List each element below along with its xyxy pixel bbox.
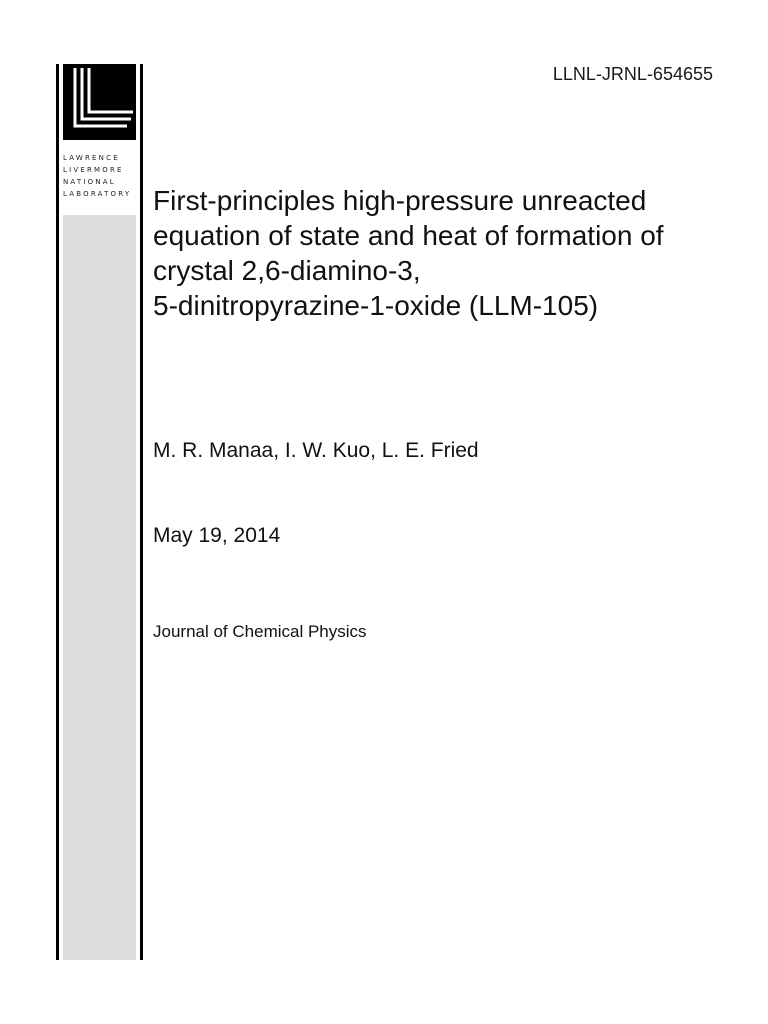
- sidebar-gray-band: [63, 215, 136, 960]
- sidebar-right-rule: [140, 64, 143, 960]
- llnl-logo: [63, 64, 136, 140]
- lab-name-line: LAWRENCE: [63, 154, 120, 162]
- authors: M. R. Manaa, I. W. Kuo, L. E. Fried: [153, 439, 479, 462]
- journal-name: Journal of Chemical Physics: [153, 622, 367, 641]
- lab-name-line: NATIONAL: [63, 178, 116, 186]
- sidebar-left-rule: [56, 64, 59, 960]
- publication-date: May 19, 2014: [153, 524, 281, 547]
- lab-name-line: LIVERMORE: [63, 166, 124, 174]
- report-id: LLNL-JRNL-654655: [552, 64, 713, 84]
- document-title: [153, 183, 733, 323]
- title-line: equation of state and heat of formation of: [153, 220, 664, 251]
- title-line: 5-dinitropyrazine-1-oxide (LLM-105): [153, 290, 599, 321]
- title-line: First-principles high-pressure unreacted: [153, 185, 647, 216]
- lab-name: [63, 152, 139, 200]
- title-line: crystal 2,6-diamino-3,: [153, 255, 421, 286]
- lab-name-line: LABORATORY: [63, 190, 132, 198]
